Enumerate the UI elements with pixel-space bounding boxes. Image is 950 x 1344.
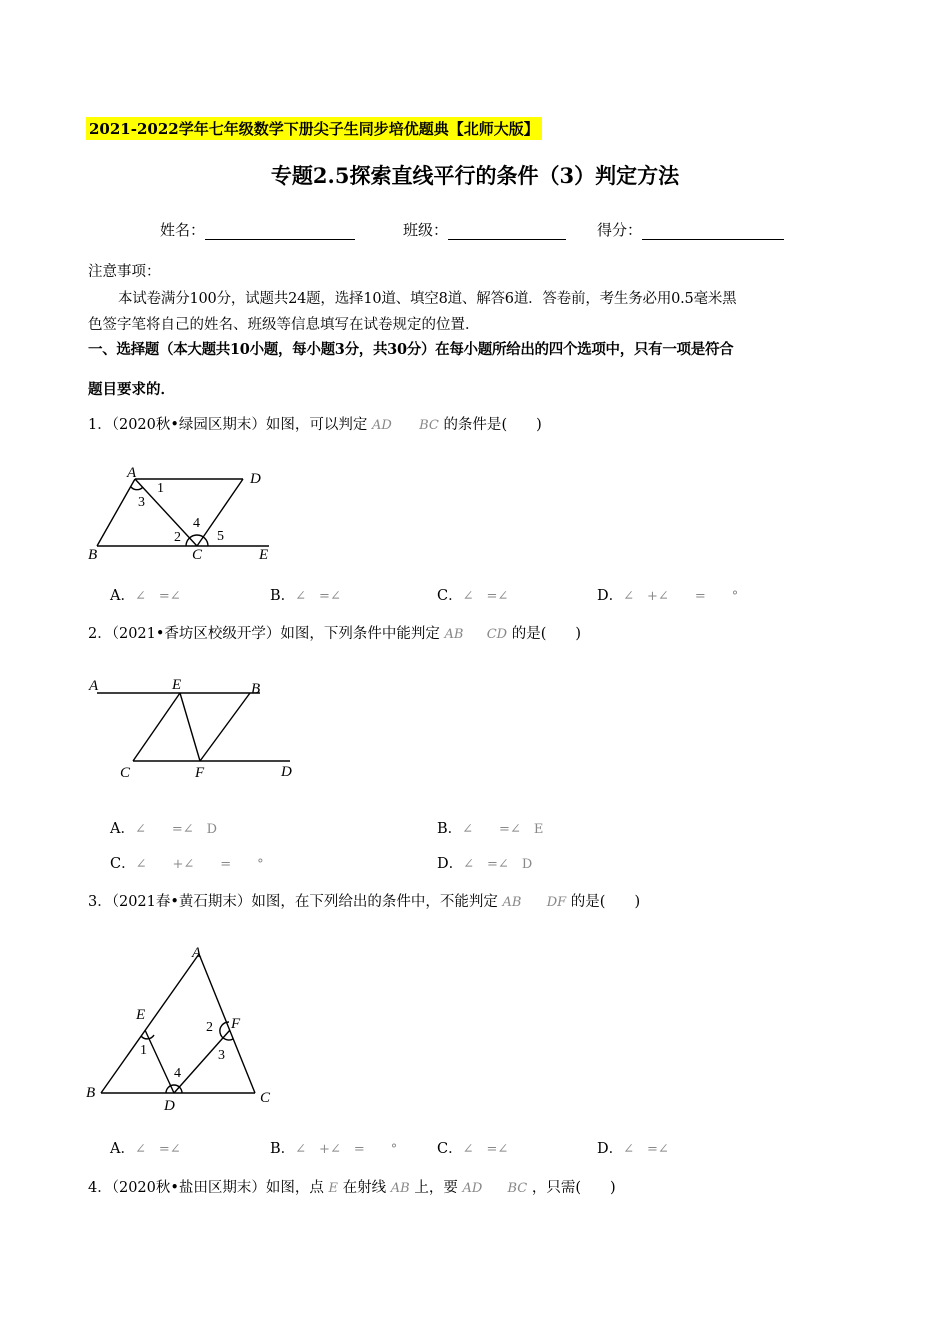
- class-field[interactable]: [403, 219, 566, 240]
- name-blank[interactable]: [205, 225, 355, 240]
- option-text: ∠ +∠ = °: [135, 857, 264, 872]
- section-heading: 一、选择题（本大题共10小题，每小题3分，共30分）在每小题所给出的四个选项中，只有一项是符合: [88, 341, 734, 358]
- q1-option-c[interactable]: [437, 584, 508, 605]
- q2-label-D: D: [281, 764, 292, 780]
- q2-option-a[interactable]: [110, 817, 217, 838]
- question-4: [88, 1176, 616, 1197]
- score-field[interactable]: [597, 219, 784, 240]
- q2-option-d[interactable]: [437, 852, 532, 873]
- option-key: D．: [597, 588, 624, 604]
- option-text: ∠ =∠: [295, 589, 341, 604]
- q3-stem: 3．（2021春•黄石期末）如图，在下列给出的条件中，不能判定: [88, 894, 498, 910]
- option-text: ∠ =∠ E: [462, 822, 544, 837]
- option-text: ∠ +∠ = °: [623, 589, 739, 604]
- q3-label-E: E: [136, 1007, 146, 1023]
- document-header: 2021-2022学年七年级数学下册尖子生同步培优题典【北师大版】: [86, 117, 542, 140]
- option-key: C．: [437, 1141, 463, 1157]
- q1-angle-3: 3: [138, 495, 145, 510]
- q1-label-E: E: [259, 547, 269, 563]
- q4-var-e: E: [328, 1181, 339, 1196]
- q2-label-E: E: [172, 677, 182, 693]
- option-key: D．: [597, 1141, 624, 1157]
- option-text: ∠ =∠: [462, 1142, 509, 1157]
- q4-stem: 4．（2020秋•盐田区期末）如图，点: [88, 1180, 324, 1196]
- notice-line-2: 色签字笔将自己的姓名、班级等信息填写在试卷规定的位置．: [88, 317, 480, 333]
- option-key: B．: [270, 588, 296, 604]
- q3-label-A: A: [192, 945, 202, 961]
- q3-option-a[interactable]: [110, 1137, 181, 1158]
- q3-angle-1: 1: [140, 1043, 147, 1058]
- q4-mid: 在射线: [342, 1180, 387, 1196]
- question-2: [88, 622, 581, 643]
- q1-var-2: BC: [419, 418, 439, 433]
- q1-suffix: 的条件是: [443, 417, 502, 433]
- q2-option-b[interactable]: [437, 817, 543, 838]
- q3-option-c[interactable]: [437, 1137, 508, 1158]
- option-key: C．: [437, 588, 463, 604]
- q2-label-F: F: [195, 765, 205, 781]
- option-key: A．: [110, 1141, 135, 1157]
- option-text: ∠ =∠ D: [134, 822, 218, 837]
- q1-angle-2: 2: [174, 530, 181, 545]
- q1-answer-paren[interactable]: ( ): [501, 417, 542, 433]
- q4-answer-paren[interactable]: ( ): [575, 1180, 616, 1196]
- q4-var-ab: AB: [390, 1181, 410, 1196]
- q1-option-d[interactable]: [597, 584, 738, 605]
- q2-label-C: C: [120, 765, 131, 781]
- q2-option-c[interactable]: [110, 852, 264, 873]
- option-key: D．: [437, 856, 464, 872]
- option-text: ∠ =∠: [134, 589, 181, 604]
- q2-answer-paren[interactable]: ( ): [540, 626, 582, 642]
- q2-var-2: CD: [486, 627, 508, 642]
- q3-answer-paren[interactable]: ( ): [599, 894, 641, 910]
- q3-angle-2: 2: [206, 1020, 213, 1035]
- q1-label-C: C: [192, 547, 203, 563]
- question-1: [88, 413, 542, 434]
- q3-angle-3: 3: [218, 1048, 225, 1063]
- q3-label-C: C: [260, 1090, 271, 1106]
- option-text: ∠ =∠: [462, 589, 509, 604]
- q1-angle-5: 5: [217, 529, 224, 544]
- q1-angle-1: 1: [157, 481, 164, 496]
- section-heading-cont: 题目要求的．: [88, 381, 175, 398]
- question-3: [88, 890, 640, 911]
- q2-figure: [85, 672, 300, 787]
- q1-option-b[interactable]: [270, 584, 341, 605]
- q3-figure: [82, 940, 282, 1115]
- q2-var-1: AB: [444, 627, 464, 642]
- q3-var-2: DF: [546, 895, 567, 910]
- notice-line-1: 本试卷满分100分，试题共24题，选择10道、填空8道、解答6道．答卷前，考生务必用0.5毫米黑: [118, 291, 737, 307]
- q3-option-b[interactable]: [270, 1137, 397, 1158]
- q2-label-A: A: [89, 678, 99, 694]
- q2-suffix: 的是: [511, 626, 541, 642]
- q3-suffix: 的是: [570, 894, 600, 910]
- page-title: 专题2.5探索直线平行的条件（3）判定方法: [270, 163, 680, 188]
- option-key: A．: [110, 588, 135, 604]
- option-text: ∠ +∠ = °: [295, 1142, 398, 1157]
- q1-var-1: AD: [372, 418, 392, 433]
- q1-label-B: B: [88, 547, 98, 563]
- class-blank[interactable]: [448, 225, 566, 240]
- q1-label-D: D: [250, 471, 261, 487]
- option-text: ∠ =∠ D: [463, 857, 533, 872]
- q4-var-bc: BC: [507, 1181, 528, 1196]
- name-field[interactable]: [160, 219, 355, 240]
- score-blank[interactable]: [642, 225, 784, 240]
- score-label: 得分：: [597, 221, 643, 239]
- option-key: B．: [270, 1141, 296, 1157]
- q4-mid-2: 上，要: [414, 1180, 458, 1196]
- class-label: 班级：: [403, 221, 449, 239]
- q1-figure: [85, 465, 285, 565]
- q1-option-a[interactable]: [110, 584, 181, 605]
- notice-label: 注意事项：: [88, 264, 161, 280]
- q3-var-1: AB: [502, 895, 522, 910]
- name-label: 姓名：: [160, 221, 206, 239]
- option-key: C．: [110, 856, 136, 872]
- option-key: B．: [437, 821, 463, 837]
- option-key: A．: [110, 821, 135, 837]
- q1-label-A: A: [127, 465, 137, 481]
- q3-label-F: F: [231, 1016, 241, 1032]
- option-text: ∠ =∠: [134, 1142, 181, 1157]
- q3-option-d[interactable]: [597, 1137, 669, 1158]
- q2-stem: 2．（2021•香坊区校级开学）如图，下列条件中能判定: [88, 626, 440, 642]
- q2-label-B: B: [251, 681, 261, 697]
- q1-angle-4: 4: [193, 516, 200, 531]
- q3-angle-4: 4: [174, 1066, 181, 1081]
- q3-label-D: D: [164, 1098, 175, 1114]
- q1-stem: 1．（2020秋•绿园区期末）如图，可以判定: [88, 417, 368, 433]
- q4-suffix: ，只需: [531, 1180, 576, 1196]
- q3-label-B: B: [86, 1085, 96, 1101]
- q4-var-ad: AD: [462, 1181, 483, 1196]
- option-text: ∠ =∠: [623, 1142, 669, 1157]
